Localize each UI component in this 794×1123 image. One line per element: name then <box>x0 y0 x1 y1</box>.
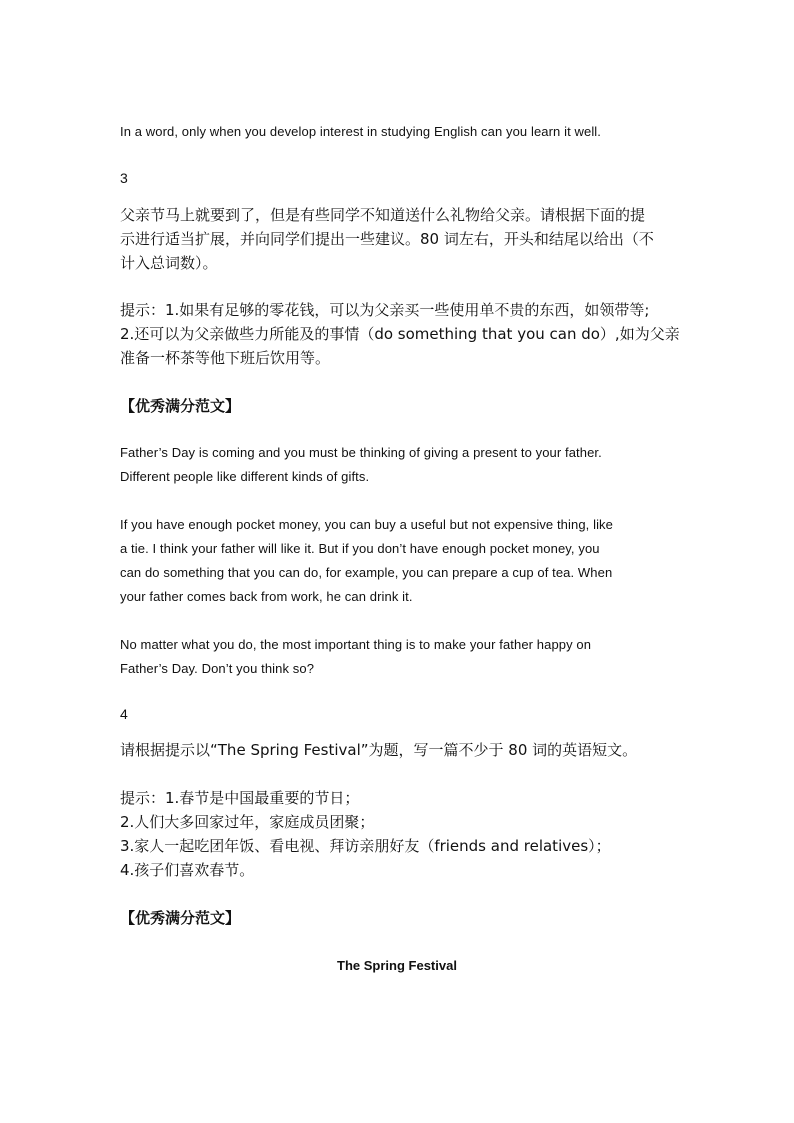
hint4-line-2: 2.人们大多回家过年，家庭成员团聚； <box>120 813 375 831</box>
essay3-p2-line-1: If you have enough pocket money, you can buy a useful but not expensive thing, like <box>120 517 613 532</box>
task3-line-2: 示进行适当扩展，并向同学们提出一些建议。80 词左右，开头和结尾以给出（不 <box>120 230 654 248</box>
task4-line: 请根据提示以“The Spring Festival”为题，写一篇不少于 80 词的英语短文。 <box>120 741 638 759</box>
essay3-p1-line-2: Different people like different kinds of gifts. <box>120 469 370 484</box>
essay4-title: The Spring Festival <box>337 958 457 973</box>
hint3-line-2: 2.还可以为父亲做些力所能及的事情（do something that you can do）,如为父亲 <box>120 325 680 343</box>
hint3-line-1: 提示：1.如果有足够的零花钱，可以为父亲买一些使用单不贵的东西，如领带等; <box>120 301 650 319</box>
heading-excellent-essay-2: 【优秀满分范文】 <box>120 909 241 927</box>
essay3-p2-line-4: your father comes back from work, he can drink it. <box>120 589 413 604</box>
essay3-p2-line-3: can do something that you can do, for example, you can prepare a cup of tea. When <box>120 565 613 580</box>
essay3-p3-line-1: No matter what you do, the most important thing is to make your father happy on <box>120 637 592 652</box>
hint4-line-4: 4.孩子们喜欢春节。 <box>120 861 255 879</box>
hint4-line-1: 提示：1.春节是中国最重要的节日； <box>120 789 360 807</box>
question-number-3: 3 <box>120 170 128 186</box>
heading-excellent-essay-1: 【优秀满分范文】 <box>120 397 241 415</box>
essay3-p1-line-1: Father’s Day is coming and you must be thinking of giving a present to your father. <box>120 445 602 460</box>
question-number-4: 4 <box>120 706 128 722</box>
task3-line-3: 计入总词数）。 <box>120 254 218 272</box>
essay3-p3-line-2: Father’s Day. Don’t you think so? <box>120 661 315 676</box>
paragraph-in-a-word: In a word, only when you develop interest in studying English can you learn it well. <box>120 124 602 139</box>
essay3-p2-line-2: a tie. I think your father will like it. But if you don’t have enough pocket money, you <box>120 541 600 556</box>
hint3-line-3: 准备一杯茶等他下班后饮用等。 <box>120 349 331 367</box>
task3-line-1: 父亲节马上就要到了，但是有些同学不知道送什么礼物给父亲。请根据下面的提 <box>120 206 646 224</box>
hint4-line-3: 3.家人一起吃团年饭、看电视、拜访亲朋好友（friends and relatives）； <box>120 837 611 855</box>
